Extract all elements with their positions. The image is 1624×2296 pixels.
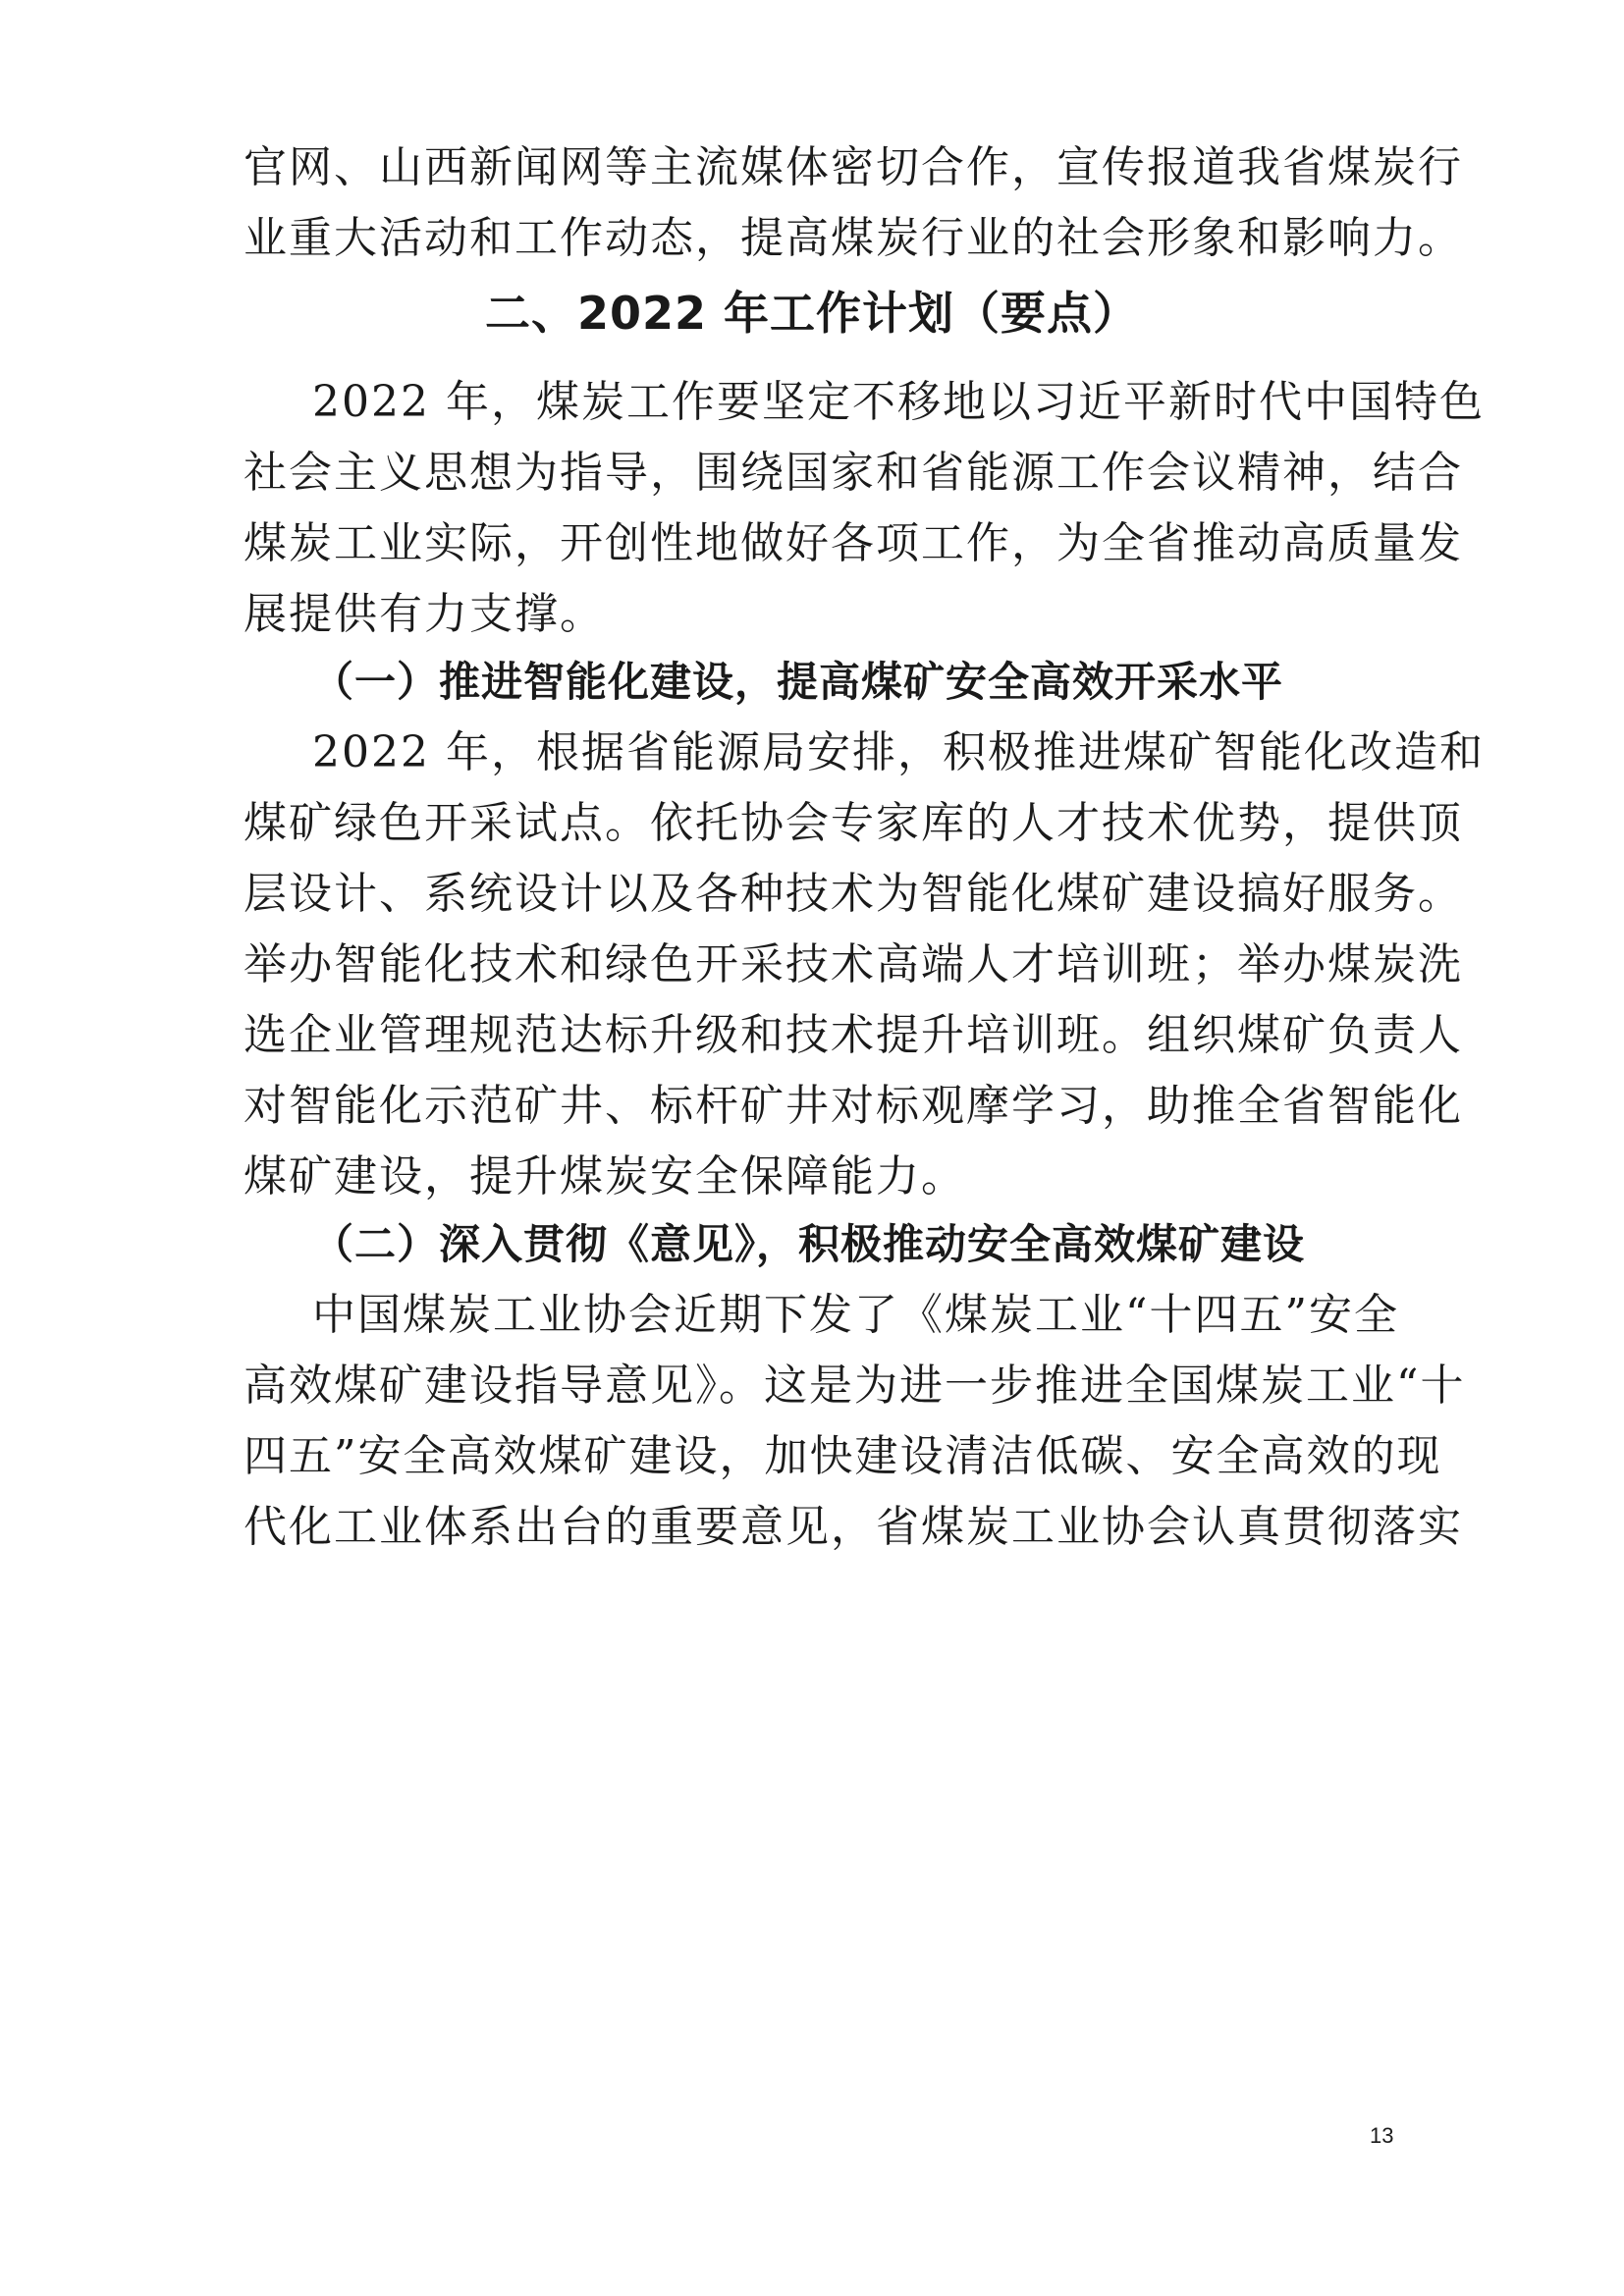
intro-line-1: 官网、山西新闻网等主流媒体密切合作，宣传报道我省煤炭行 — [244, 142, 1463, 192]
subsection-1-line-3: 层设计、系统设计以及各种技术为智能化煤矿建设搞好服务。 — [244, 869, 1463, 919]
subsection-1-line-6: 对智能化示范矿井、标杆矿井对标观摩学习，助推全省智能化 — [244, 1081, 1463, 1131]
subsection-1-line-2: 煤矿绿色开采试点。依托协会专家库的人才技术优势，提供顶 — [244, 798, 1463, 848]
subsection-1-line-1: 2022 年，根据省能源局安排，积极推进煤矿智能化改造和 — [312, 727, 1485, 777]
subsection-1-line-5: 选企业管理规范达标升级和技术提升培训班。组织煤矿负责人 — [244, 1010, 1463, 1060]
subsection-2-line-2: 高效煤矿建设指导意见》。这是为进一步推进全国煤炭工业“十 — [244, 1361, 1466, 1411]
section-heading: 二、2022 年工作计划（要点） — [484, 287, 1140, 340]
section-paragraph-line-3: 煤炭工业实际，开创性地做好各项工作，为全省推动高质量发 — [244, 518, 1463, 568]
section-paragraph-line-4: 展提供有力支撑。 — [244, 589, 605, 639]
section-paragraph-line-1: 2022 年，煤炭工作要坚定不移地以习近平新时代中国特色 — [312, 377, 1485, 427]
intro-line-2: 业重大活动和工作动态，提高煤炭行业的社会形象和影响力。 — [244, 213, 1463, 263]
subsection-2-line-3: 四五”安全高效煤矿建设，加快建设清洁低碳、安全高效的现 — [244, 1431, 1442, 1481]
section-paragraph-line-2: 社会主义思想为指导，围绕国家和省能源工作会议精神，结合 — [244, 448, 1463, 498]
subsection-1-heading: （一）推进智能化建设，提高煤矿安全高效开采水平 — [312, 658, 1284, 706]
subsection-2-heading: （二）深入贯彻《意见》，积极推动安全高效煤矿建设 — [312, 1220, 1306, 1268]
subsection-2-line-4: 代化工业体系出台的重要意见，省煤炭工业协会认真贯彻落实 — [244, 1502, 1463, 1552]
subsection-1-line-4: 举办智能化技术和绿色开采技术高端人才培训班；举办煤炭洗 — [244, 939, 1463, 989]
subsection-1-line-7: 煤矿建设，提升煤炭安全保障能力。 — [244, 1151, 966, 1201]
subsection-2-line-1: 中国煤炭工业协会近期下发了《煤炭工业“十四五”安全 — [312, 1290, 1399, 1340]
page-number: 13 — [1370, 2123, 1394, 2148]
